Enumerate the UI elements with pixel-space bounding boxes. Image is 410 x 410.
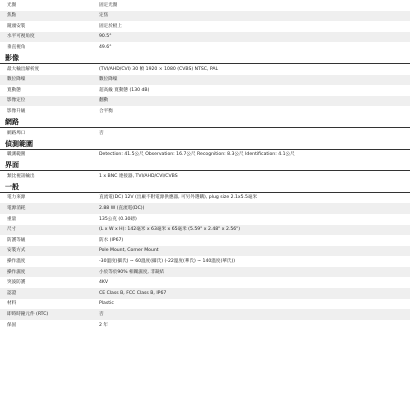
spec-label: 操作溫度 — [7, 258, 26, 264]
spec-label: 材料 — [7, 301, 17, 307]
spec-label: 操作濕度 — [0, 267, 96, 278]
spec-row — [0, 127, 410, 138]
spec-label: 電源消耗 — [0, 203, 96, 214]
spec-label: 重量 — [7, 216, 17, 222]
spec-value: 翻動 — [96, 96, 410, 107]
spec-value: Plastic — [99, 301, 114, 307]
spec-value: 固定光圈 — [99, 2, 118, 8]
spec-row — [0, 299, 410, 310]
spec-label: 即時時鐘元件 (RTC) — [0, 309, 96, 320]
spec-value: 4KV — [99, 280, 109, 286]
spec-value: 135公克 (0.30磅) — [99, 216, 137, 222]
spec-row — [0, 21, 410, 32]
spec-value: 2.88 W (直流電(DC)) — [96, 203, 410, 214]
spec-row — [0, 63, 410, 74]
spec-row — [0, 288, 410, 299]
spec-label: 尺寸 — [0, 225, 96, 236]
spec-value: 定焦 — [96, 11, 410, 22]
spec-row — [0, 225, 410, 236]
spec-label: 突波防護 — [7, 280, 26, 286]
spec-value: 固定於板上 — [99, 23, 122, 29]
spec-row — [0, 149, 410, 160]
spec-label: 安裝方式 — [0, 246, 96, 257]
spec-label: 寬動態 — [7, 87, 21, 93]
spec-label: 類比視訊輸出 — [7, 173, 35, 179]
spec-row — [0, 267, 410, 278]
section-title: 界面 — [0, 160, 410, 171]
spec-row — [0, 85, 410, 96]
spec-label: 最大輸出解析度 — [7, 66, 40, 72]
spec-row — [0, 11, 410, 22]
section-header — [0, 182, 410, 193]
spec-label: 保固 — [7, 322, 17, 328]
spec-value: 2 年 — [99, 322, 108, 328]
spec-value: 小於等於90% 相關濕度, 非凝結 — [96, 267, 410, 278]
spec-value: 防水 (IP67) — [99, 237, 124, 243]
section-header — [0, 53, 410, 64]
spec-value: 超高級 寬動態 (130 dB) — [99, 87, 150, 93]
spec-row — [0, 277, 410, 288]
section-header — [0, 117, 410, 128]
spec-value: 合平衡 — [99, 109, 113, 115]
spec-label: 鏡頭安裝 — [7, 23, 26, 29]
spec-row — [0, 32, 410, 43]
section-title: 一般 — [0, 182, 410, 193]
spec-value: 否 — [99, 130, 104, 136]
spec-label: 職測範圍 — [7, 152, 26, 158]
spec-label: 垂直視角 — [7, 45, 26, 51]
spec-value: 1 x BNC 連接器, TVI/AHD/CVI/CVBS — [99, 173, 178, 179]
spec-value: 否 — [96, 309, 410, 320]
spec-row — [0, 203, 410, 214]
spec-value: 數位降噪 — [96, 75, 410, 86]
spec-row — [0, 42, 410, 53]
spec-label: 電力來源 — [7, 195, 26, 201]
section-title: 網路 — [0, 117, 410, 128]
spec-value: (L x W x H): 142毫米 x 63毫米 x 65毫米 (5.59" x 2.48" x 2.56") — [96, 225, 410, 236]
spec-value: (TVI/AHD/CVI) 30 幀 1920 × 1080 (CVBS) NTSC, PAL — [99, 66, 219, 72]
section-title: 影像 — [0, 53, 410, 64]
spec-value: 49.6° — [99, 45, 112, 51]
spec-row — [0, 96, 410, 107]
spec-label: 水平可視角度 — [0, 32, 96, 43]
spec-row — [0, 106, 410, 117]
section-title: 偵測範圍 — [0, 139, 410, 150]
spec-row — [0, 256, 410, 267]
spec-label: 網路埠口 — [7, 130, 26, 136]
spec-value: -30溫度(攝氏) ~ 60溫度(攝氏) (-22溫度(華氏) ~ 140溫度(華氏)) — [99, 258, 236, 264]
spec-label: 影像升級 — [7, 109, 26, 115]
spec-row — [0, 320, 410, 331]
spec-row — [0, 0, 410, 11]
spec-row — [0, 75, 410, 86]
section-header — [0, 160, 410, 171]
spec-value: 直流電(DC) 12V (出廠不附電源供應器, 可另外選購), plug size 2.1x5.5毫米 — [99, 195, 258, 201]
spec-value: CE Class B, FCC Class B, IP67 — [96, 288, 410, 299]
spec-label: 光圈 — [7, 2, 17, 8]
spec-label: 數位降噪 — [0, 75, 96, 86]
spec-row — [0, 214, 410, 225]
spec-label: 焦點 — [0, 11, 96, 22]
spec-value: Pole Mount, Corner Mount — [96, 246, 410, 257]
section-header — [0, 139, 410, 150]
spec-label: 認證 — [0, 288, 96, 299]
spec-row — [0, 171, 410, 182]
spec-row — [0, 246, 410, 257]
spec-row — [0, 309, 410, 320]
spec-row — [0, 235, 410, 246]
spec-value: 90.5° — [96, 32, 410, 43]
spec-row — [0, 192, 410, 203]
spec-label: 防護等級 — [7, 237, 26, 243]
spec-value: Detection: 41.5公尺 Observation: 16.7公尺 Recognition: 8.3公尺 Identification: 4.1公尺 — [99, 152, 295, 158]
spec-label: 影像定位 — [0, 96, 96, 107]
